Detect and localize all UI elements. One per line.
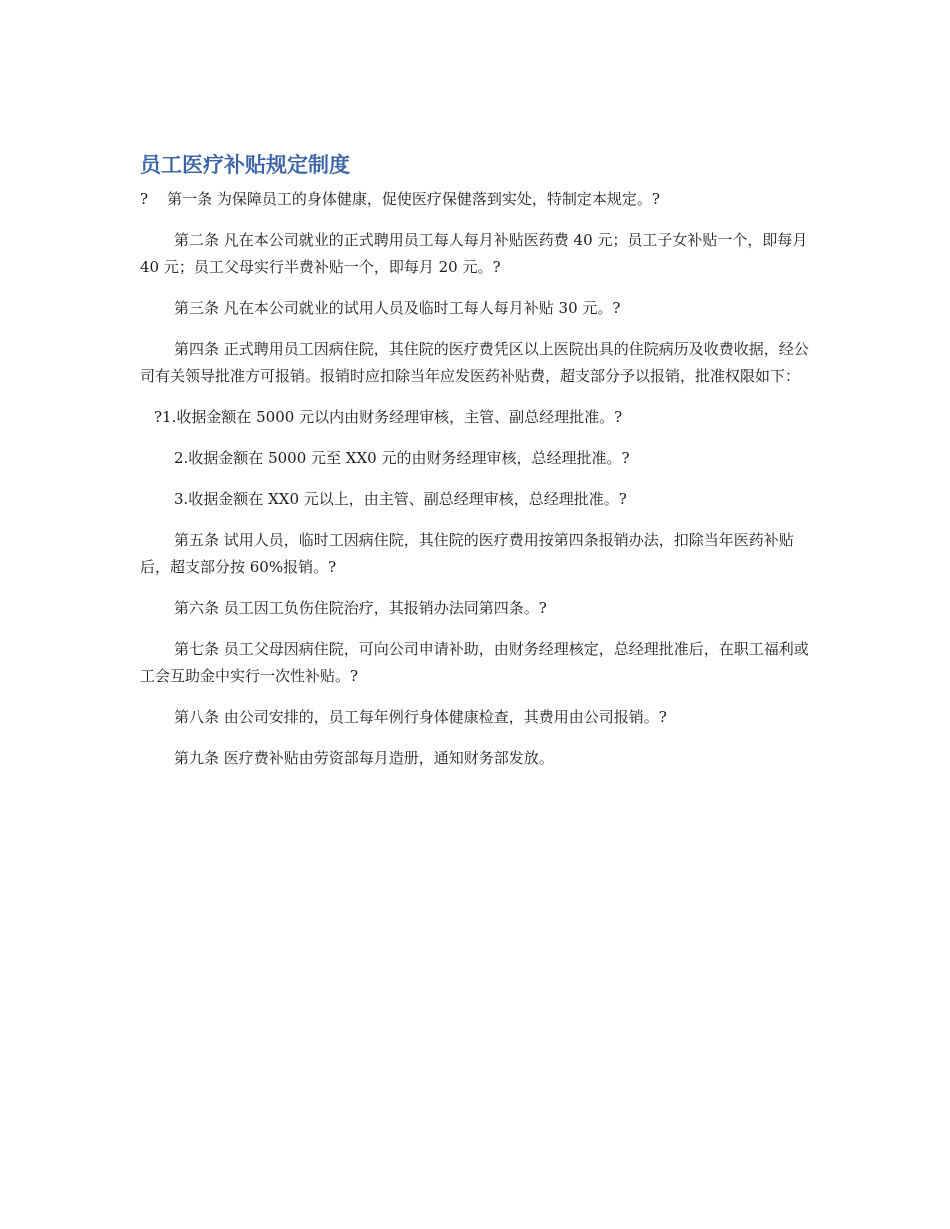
document-title: 员工医疗补贴规定制度 (140, 153, 350, 177)
article-7-paragraph: 第七条 员工父母因病住院，可向公司申请补助，由财务经理核定，总经理批准后，在职工福利或工会互助金中实行一次性补贴。? (140, 640, 809, 685)
approval-item-2: 2.收据金额在 5000 元至 XX0 元的由财务经理审核，总经理批准。? (174, 449, 630, 467)
document-body (140, 150, 812, 786)
article-3-paragraph: 第三条 凡在本公司就业的试用人员及临时工每人每月补贴 30 元。? (174, 299, 621, 317)
article-8-paragraph: 第八条 由公司安排的，员工每年例行身体健康检查，其费用由公司报销。? (174, 708, 667, 726)
article-6-paragraph: 第六条 员工因工负伤住院治疗，其报销办法同第四条。? (174, 599, 547, 617)
article-1-paragraph: ? 第一条 为保障员工的身体健康，促使医疗保健落到实处，特制定本规定。? (140, 190, 660, 208)
article-4-paragraph: 第四条 正式聘用员工因病住院，其住院的医疗费凭区以上医院出具的住院病历及收费收据，经公司有关领导批准方可报销。报销时应扣除当年应发医药补贴费，超支部分予以报销，批准权限如下： (140, 340, 809, 385)
approval-item-1: ?1.收据金额在 5000 元以内由财务经理审核，主管、副总经理批准。? (154, 408, 623, 426)
approval-item-3: 3.收据金额在 XX0 元以上，由主管、副总经理审核，总经理批准。? (174, 490, 627, 508)
article-9-paragraph: 第九条 医疗费补贴由劳资部每月造册，通知财务部发放。 (174, 749, 554, 767)
article-2-paragraph: 第二条 凡在本公司就业的正式聘用员工每人每月补贴医药费 40 元；员工子女补贴一个，即每月 40 元；员工父母实行半费补贴一个，即每月 20 元。? (140, 231, 808, 276)
article-5-paragraph: 第五条 试用人员，临时工因病住院，其住院的医疗费用按第四条报销办法，扣除当年医药补贴后，超支部分按 60%报销。? (140, 531, 794, 576)
